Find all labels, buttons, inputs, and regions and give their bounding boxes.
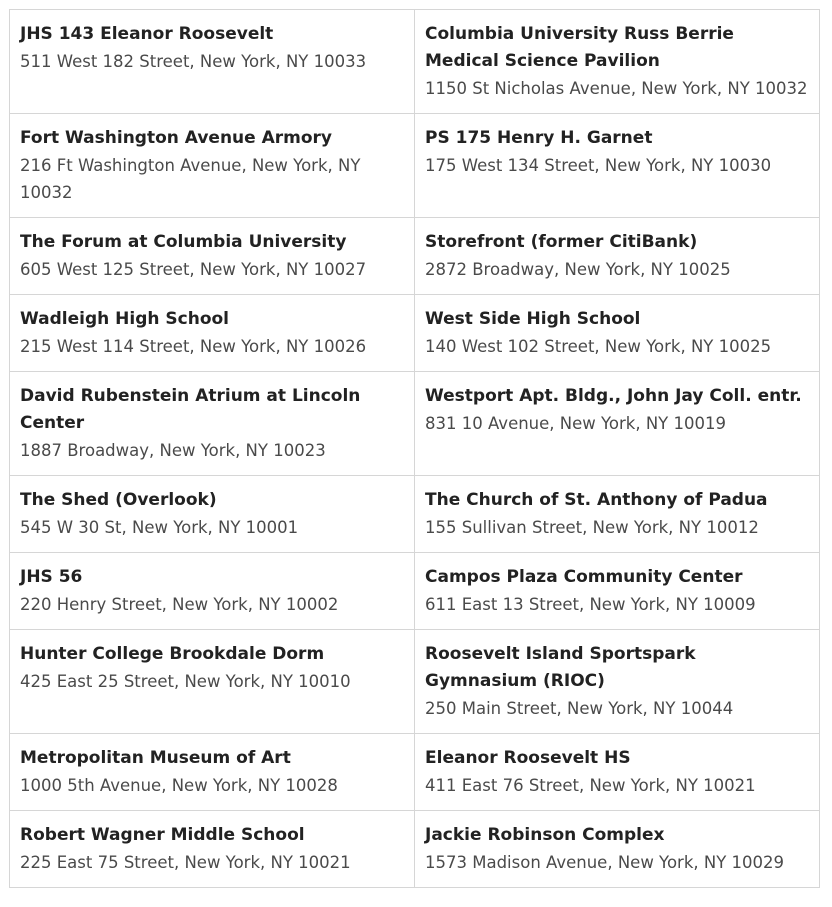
site-cell (10, 10, 415, 114)
site-address: 425 East 25 Street, New York, NY 10010 (20, 672, 351, 691)
site-name: Eleanor Roosevelt HS (425, 748, 631, 768)
site-cell (415, 811, 820, 888)
site-cell (10, 476, 415, 553)
site-name: Wadleigh High School (20, 309, 230, 329)
site-name: The Forum at Columbia University (20, 232, 347, 252)
site-address: 2872 Broadway, New York, NY 10025 (425, 260, 731, 279)
site-cell (10, 630, 415, 734)
site-cell (10, 372, 415, 476)
site-address: 1887 Broadway, New York, NY 10023 (20, 441, 326, 460)
site-cell (10, 553, 415, 630)
site-address: 831 10 Avenue, New York, NY 10019 (425, 414, 726, 433)
site-name: David Rubenstein Atrium at Lincoln Center (20, 386, 361, 433)
site-name: Campos Plaza Community Center (425, 567, 743, 587)
table-row (10, 734, 820, 811)
site-address: 511 West 182 Street, New York, NY 10033 (20, 52, 367, 71)
table-row (10, 295, 820, 372)
site-address: 1000 5th Avenue, New York, NY 10028 (20, 776, 338, 795)
site-address: 250 Main Street, New York, NY 10044 (425, 699, 734, 718)
site-name: Hunter College Brookdale Dorm (20, 644, 325, 664)
site-name: Westport Apt. Bldg., John Jay Coll. entr. (425, 386, 802, 406)
site-address: 215 West 114 Street, New York, NY 10026 (20, 337, 367, 356)
site-cell (415, 630, 820, 734)
site-name: Columbia University Russ Berrie Medical Science Pavilion (425, 24, 734, 71)
site-address: 605 West 125 Street, New York, NY 10027 (20, 260, 367, 279)
table-row (10, 218, 820, 295)
site-name: JHS 56 (20, 567, 83, 587)
table-row (10, 811, 820, 888)
site-address: 411 East 76 Street, New York, NY 10021 (425, 776, 756, 795)
site-name: Robert Wagner Middle School (20, 825, 305, 845)
site-address: 545 W 30 St, New York, NY 10001 (20, 518, 299, 537)
site-name: Roosevelt Island Sportspark Gymnasium (RIOC) (425, 644, 696, 691)
site-name: Fort Washington Avenue Armory (20, 128, 333, 148)
site-address: 220 Henry Street, New York, NY 10002 (20, 595, 339, 614)
table-row (10, 630, 820, 734)
site-name: Storefront (former CitiBank) (425, 232, 698, 252)
site-name: Metropolitan Museum of Art (20, 748, 291, 768)
site-cell (415, 372, 820, 476)
sites-table (9, 9, 820, 888)
site-address: 225 East 75 Street, New York, NY 10021 (20, 853, 351, 872)
site-cell (10, 295, 415, 372)
site-cell (10, 734, 415, 811)
site-cell (415, 218, 820, 295)
site-name: West Side High School (425, 309, 641, 329)
site-cell (10, 114, 415, 218)
site-address: 216 Ft Washington Avenue, New York, NY 10032 (20, 156, 361, 202)
site-cell (10, 218, 415, 295)
site-cell (415, 114, 820, 218)
site-address: 1150 St Nicholas Avenue, New York, NY 10032 (425, 79, 808, 98)
site-cell (415, 734, 820, 811)
site-address: 175 West 134 Street, New York, NY 10030 (425, 156, 772, 175)
site-address: 611 East 13 Street, New York, NY 10009 (425, 595, 756, 614)
site-cell (10, 811, 415, 888)
table-row (10, 372, 820, 476)
site-address: 155 Sullivan Street, New York, NY 10012 (425, 518, 759, 537)
site-address: 140 West 102 Street, New York, NY 10025 (425, 337, 772, 356)
site-cell (415, 553, 820, 630)
site-cell (415, 476, 820, 553)
site-name: The Church of St. Anthony of Padua (425, 490, 768, 510)
site-address: 1573 Madison Avenue, New York, NY 10029 (425, 853, 785, 872)
site-cell (415, 10, 820, 114)
site-name: Jackie Robinson Complex (425, 825, 665, 845)
site-name: PS 175 Henry H. Garnet (425, 128, 653, 148)
table-row (10, 553, 820, 630)
site-name: JHS 143 Eleanor Roosevelt (20, 24, 274, 44)
table-row (10, 10, 820, 114)
table-row (10, 114, 820, 218)
table-row (10, 476, 820, 553)
site-name: The Shed (Overlook) (20, 490, 217, 510)
site-cell (415, 295, 820, 372)
